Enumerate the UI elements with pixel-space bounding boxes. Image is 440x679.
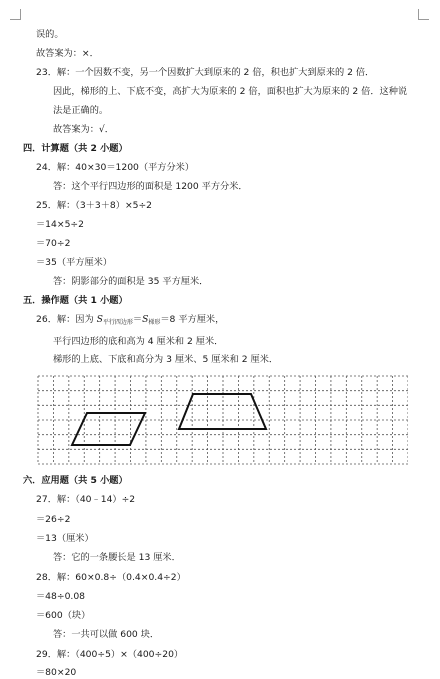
text-line: 答：阴影部分的面积是 35 平方厘米． [53,276,209,287]
parallelogram-shape [72,413,145,445]
text-line: 梯形的上底、下底和高分为 3 厘米、5 厘米和 2 厘米． [53,354,279,365]
text-line: ＝600（块） [36,610,91,621]
subscript: 平行四边形 [102,319,133,326]
text-line: 答：它的一条腰长是 13 厘米． [53,552,181,563]
text-segment: ＝8 平方厘米， [160,314,225,325]
subscript: 梯形 [148,319,161,326]
text-line: 故答案为：×． [36,48,99,59]
trapezoid-shape [179,394,266,429]
area-symbol: S [96,314,103,325]
text-line: ＝26÷2 [36,514,71,525]
grid-figure [36,374,408,466]
text-line: 故答案为：√． [53,124,114,135]
text-line: 24．解：40×30＝1200（平方分米） [36,162,195,173]
section-heading: 五．操作题（共 1 小题） [23,295,128,306]
text-segment: 26．解：因为 [36,314,97,325]
grid-lines [38,376,408,464]
text-line: 因此，梯形的上、下底不变，高扩大为原来的 2 倍，面积也扩大为原来的 2 倍．这种说 [53,86,408,97]
text-line: ＝35（平方厘米） [36,257,113,268]
text-line: 27．解：（40﹣14）÷2 [36,494,136,505]
text-line: ＝14×5÷2 [36,219,84,230]
section-heading: 四．计算题（共 2 小题） [23,143,128,154]
text-line: ＝48÷0.08 [36,591,86,602]
text-line: 23．解：一个因数不变，另一个因数扩大到原来的 2 倍，积也扩大到原来的 2 倍． [36,67,375,78]
text-line: ＝80×20 [36,667,77,678]
text-line: ＝70÷2 [36,238,71,249]
text-line: 25．解：（3＋3＋8）×5÷2 [36,200,153,211]
text-line: 法是正确的。 [53,105,109,116]
crop-mark-right [418,9,429,20]
text-line: 答：这个平行四边形的面积是 1200 平方分米． [53,181,248,192]
area-symbol: S [142,314,149,325]
text-line: 平行四边形的底和高为 4 厘米和 2 厘米． [53,336,224,347]
text-line: 误的。 [36,29,64,40]
text-line: 29．解：（400÷5）×（400÷20） [36,649,184,660]
text-line: ＝13（厘米） [36,533,94,544]
text-segment: ＝ [132,314,143,325]
text-line: 答：一共可以做 600 块． [53,629,160,640]
crop-mark-left [10,9,21,20]
text-line [36,314,224,329]
text-line: 28．解：60×0.8÷（0.4×0.4÷2） [36,572,186,583]
section-heading: 六．应用题（共 5 小题） [23,475,128,486]
